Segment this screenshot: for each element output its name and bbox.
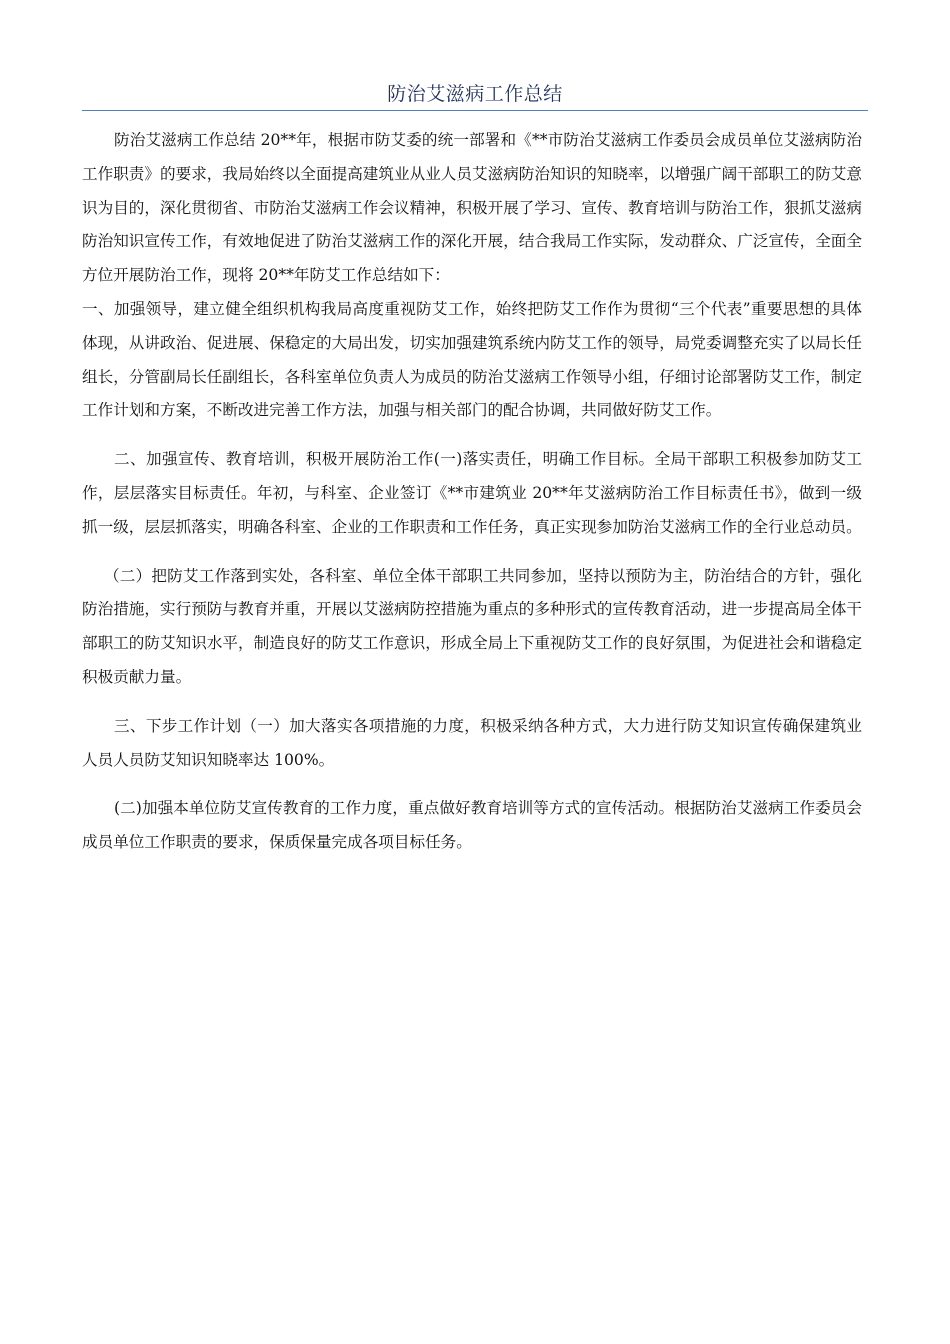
intro-paragraph: 防治艾滋病工作总结 20**年，根据市防艾委的统一部署和《**市防治艾滋病工作委员会成员单位艾滋病防治工作职责》的要求，我局始终以全面提高建筑业从业人员艾滋病防治知识的知晓率，以增强广阔干部职工的防艾意识为目的，深化贯彻省、市防治艾滋病工作会议精神，积极开展了学习、宣传、教育培训与防治工作，狠抓艾滋病防治知识宣传工作，有效地促进了防治艾滋病工作的深化开展，结合我局工作实际，发动群众、广泛宣传，全面全方位开展防治工作，现将 20**年防艾工作总结如下： — [82, 131, 862, 285]
section-two-part-two-paragraph: （二）把防艾工作落到实处，各科室、单位全体干部职工共同参加，坚持以预防为主，防治结合的方针，强化防治措施，实行预防与教育并重，开展以艾滋病防控措施为重点的多种形式的宣传教育活动，进一步提高局全体干部职工的防艾知识水平，制造良好的防艾工作意识，形成全局上下重视防艾工作的良好氛围，为促进社会和谐稳定积极贡献力量。 — [82, 566, 862, 686]
section-one-paragraph: 一、加强领导，建立健全组织机构我局高度重视防艾工作，始终把防艾工作作为贯彻“三个代表”重要思想的具体体现，从讲政治、促进展、保稳定的大局出发，切实加强建筑系统内防艾工作的领导，局党委调整充实了以局长任组长，分管副局长任副组长，各科室单位负责人为成员的防治艾滋病工作领导小组，仔细讨论部署防艾工作，制定工作计划和方案，不断改进完善工作方法，加强与相关部门的配合协调，共同做好防艾工作。 — [82, 299, 862, 420]
section-three-part-two-paragraph: (二)加强本单位防艾宣传教育的工作力度，重点做好教育培训等方式的宣传活动。根据防治艾滋病工作委员会成员单位工作职责的要求，保质保量完成各项目标任务。 — [82, 799, 862, 852]
section-two-paragraph: 二、加强宣传、教育培训，积极开展防治工作(一)落实责任，明确工作目标。全局干部职工积极参加防艾工作，层层落实目标责任。年初，与科室、企业签订《**市建筑业 20**年艾滋病防治工作目标责任书》，做到一级抓一级，层层抓落实，明确各科室、企业的工作职责和工作任务，真正实现参加防治艾滋病工作的全行业总动员。 — [82, 450, 862, 536]
document-title: 防治艾滋病工作总结 — [387, 83, 563, 105]
page-header — [82, 80, 868, 111]
section-three-paragraph: 三、下步工作计划（一）加大落实各项措施的力度，积极采纳各种方式，大力进行防艾知识宣传确保建筑业人员人员防艾知识知晓率达 100%。 — [82, 716, 862, 769]
document-body — [82, 124, 862, 860]
